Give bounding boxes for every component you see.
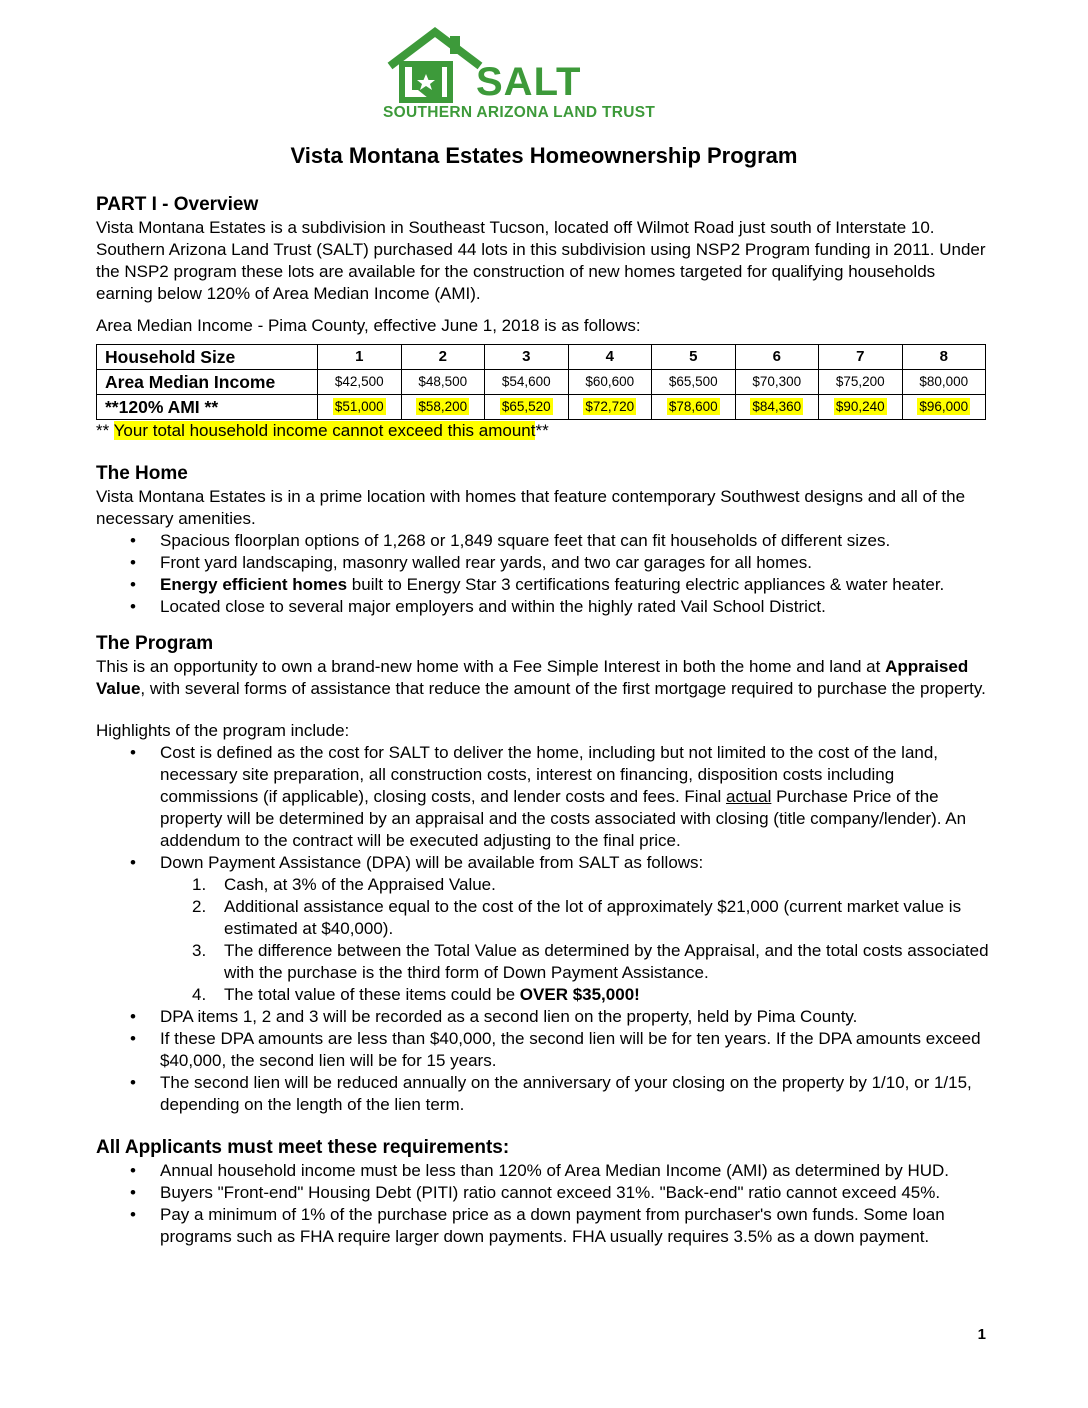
size-cell: 8 [902, 345, 986, 370]
home-heading: The Home [96, 463, 188, 484]
ami120-value: $90,240 [835, 399, 885, 414]
list-item: • Annual household income must be less than 120% of Area Median Income (AMI) as determined by HUD. [160, 1160, 996, 1182]
list-item: • DPA items 1, 2 and 3 will be recorded as a second lien on the property, held by Pima County. [160, 1006, 996, 1028]
list-item: • The second lien will be reduced annually on the anniversary of your closing on the property by 1/10, or 1/15, depending on the length of the lien term. [160, 1072, 996, 1116]
ami-cell: $65,500 [652, 370, 736, 395]
document-body [96, 193, 996, 1248]
home-paragraph: Vista Montana Estates is in a prime location with homes that feature contemporary Southwest designs and all of the necessary amenities. [96, 487, 966, 528]
ami120-value: $84,360 [752, 399, 802, 414]
ami-cell: $80,000 [902, 370, 986, 395]
requirements-list [96, 1160, 996, 1248]
dpa-intro: Down Payment Assistance (DPA) will be available from SALT as follows: [160, 853, 704, 872]
page-title: Vista Montana Estates Homeownership Program [290, 143, 798, 168]
ami-row [97, 370, 986, 395]
dpa-item [192, 896, 996, 940]
size-cell: 6 [735, 345, 819, 370]
ami120-value: $51,000 [334, 399, 384, 414]
ami120-cell [485, 395, 569, 420]
ami120-value: $58,200 [418, 399, 468, 414]
dpa-list [160, 874, 996, 1006]
ami-cell: $48,500 [401, 370, 485, 395]
ami-cell: $60,600 [568, 370, 652, 395]
dpa-number: 2. [192, 897, 207, 916]
req2-text-b: "Back-end" ratio cannot exceed 45%. [659, 1183, 941, 1202]
ami120-cell [568, 395, 652, 420]
dpa-total-bold: OVER $35,000! [519, 985, 640, 1004]
dpa-text: The difference between the Total Value as determined by the Appraisal, and the total costs associated with the purchase is the third form of Down Payment Assistance. [224, 941, 989, 982]
list-item: • Spacious floorplan options of 1,268 or 1,849 square feet that can fit households of different sizes. [160, 530, 996, 552]
note-prefix: ** [96, 421, 114, 440]
program-bullets [96, 742, 996, 1116]
list-item [160, 1182, 996, 1204]
dpa-number: 4. [192, 985, 207, 1004]
list-item [160, 574, 996, 596]
logo-subtitle: SOUTHERN ARIZONA LAND TRUST [383, 104, 656, 121]
household-size-row [97, 345, 986, 370]
ami-cell: $75,200 [819, 370, 903, 395]
program-paragraph [96, 656, 996, 700]
size-cell: 7 [819, 345, 903, 370]
cost-text-a: Cost is defined as the cost for SALT to deliver the home, including but not limited to the cost of the land, necessary site preparation, all construction costs, interest on financing, disposition costs including commissions (if applicable), closing costs, and lender costs and fees. Final [160, 743, 939, 806]
ami120-value: $65,520 [501, 399, 551, 414]
ami120-cell [819, 395, 903, 420]
ami120-cell [318, 395, 402, 420]
ami120-cell [902, 395, 986, 420]
requirements-heading: All Applicants must meet these requirements: [96, 1137, 510, 1158]
list-item: • Located close to several major employers and within the highly rated Vail School District. [160, 596, 996, 618]
size-cell: 3 [485, 345, 569, 370]
ami120-cell [401, 395, 485, 420]
ami-intro: Area Median Income - Pima County, effective June 1, 2018 is as follows: [96, 316, 641, 335]
ami-cell: $54,600 [485, 370, 569, 395]
list-item [160, 852, 996, 1006]
note-suffix: ** [535, 421, 549, 440]
row-label: Area Median Income [97, 370, 318, 395]
ami120-value: $96,000 [919, 399, 969, 414]
dpa-item [192, 940, 996, 984]
row-label: **120% AMI ** [97, 395, 318, 420]
house-arizona-icon [380, 26, 490, 106]
list-item: • If these DPA amounts are less than $40,000, the second lien will be for ten years. If the DPA amounts exceed $40,000, the second lien will be for 15 years. [160, 1028, 996, 1072]
logo-wordmark: SALT [476, 60, 582, 104]
income-note [96, 420, 996, 442]
req2-text-a: Buyers "Front-end" Housing Debt (PITI) ratio cannot exceed 31%. [160, 1183, 660, 1202]
dpa-number: 1. [192, 875, 207, 894]
list-item [160, 742, 996, 852]
appraised-value-bold: Appraised Value [96, 657, 969, 698]
actual-underlined: actual [725, 787, 772, 806]
dpa-text: Additional assistance equal to the cost of the lot of approximately $21,000 (current market value is estimated at $40,000). [224, 897, 962, 938]
salt-logo [380, 26, 710, 124]
size-cell: 2 [401, 345, 485, 370]
dpa-text: The total value of these items could be [224, 985, 520, 1004]
ami120-value: $78,600 [668, 399, 718, 414]
part1-heading: PART I - Overview [96, 194, 259, 215]
energy-rest: built to Energy Star 3 certifications featuring electric appliances & water heater. [347, 575, 945, 594]
dpa-number: 3. [192, 941, 207, 960]
highlights-intro: Highlights of the program include: [96, 721, 350, 740]
dpa-item [192, 874, 996, 896]
ami-table [96, 344, 986, 420]
dpa-item [192, 984, 996, 1006]
ami120-cell [652, 395, 736, 420]
program-text-b: , with several forms of assistance that reduce the amount of the first mortgage required to purchase the property. [140, 679, 986, 698]
list-item: • Front yard landscaping, masonry walled rear yards, and two car garages for all homes. [160, 552, 996, 574]
req3-text-a: Pay a minimum of 1% of the purchase price as a down payment from purchaser's own funds. [160, 1205, 859, 1224]
program-text-a: This is an opportunity to own a brand-new home with a Fee Simple Interest in both the home and land at [96, 657, 886, 676]
page-number: 1 [977, 1326, 986, 1343]
energy-bold: Energy efficient homes [160, 575, 348, 594]
ami-cell: $42,500 [318, 370, 402, 395]
ami-120-row [97, 395, 986, 420]
home-bullets [96, 530, 996, 618]
ami120-value: $72,720 [585, 399, 635, 414]
program-heading: The Program [96, 633, 214, 654]
note-text: Your total household income cannot exceed this amount [113, 421, 536, 440]
dpa-text: Cash, at 3% of the Appraised Value. [224, 875, 496, 894]
size-cell: 4 [568, 345, 652, 370]
ami-cell: $70,300 [735, 370, 819, 395]
row-label: Household Size [97, 345, 318, 370]
cost-text-b: Purchase Price of the property will be determined by an appraisal and the costs associated with closing (title company/lender). An addendum to the contract will be executed adjusting to the final price. [160, 787, 967, 850]
size-cell: 1 [318, 345, 402, 370]
list-item [160, 1204, 996, 1248]
overview-paragraph: Vista Montana Estates is a subdivision in Southeast Tucson, located off Wilmot Road just south of Interstate 10. Southern Arizona Land Trust (SALT) purchased 44 lots in this subdivision using NSP2 Program funding in 2011. Under the NSP2 program these lots are available for the construction of new homes targeted for qualifying households earning below 120% of Area Median Income (AMI). [96, 218, 986, 303]
size-cell: 5 [652, 345, 736, 370]
ami120-cell [735, 395, 819, 420]
req3-text-b: Some loan programs such as FHA require larger down payments. FHA usually requires 3.5% as a down payment. [160, 1205, 945, 1246]
